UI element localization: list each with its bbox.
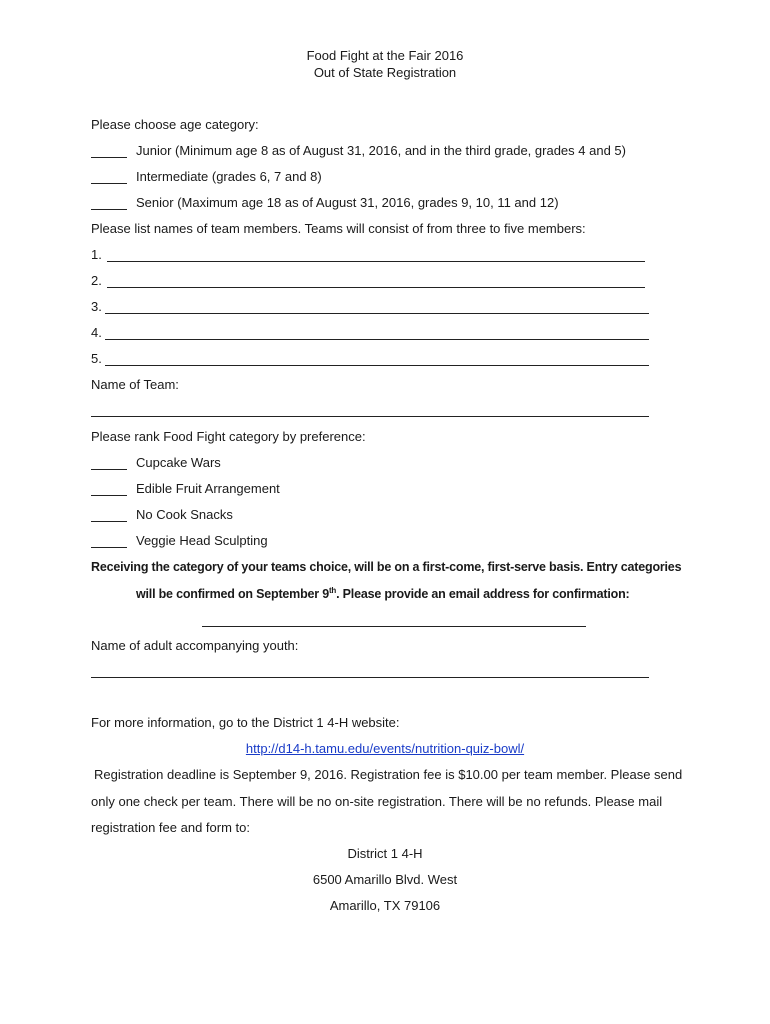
address-line-2: 6500 Amarillo Blvd. West [312, 872, 458, 887]
district-website-link[interactable]: http://d14-h.tamu.edu/events/nutrition-quiz-bowl/ [245, 741, 525, 756]
form-title: Food Fight at the Fair 2016 [306, 48, 464, 63]
category-fruit-blank[interactable] [91, 495, 127, 496]
team-name-field[interactable] [91, 416, 649, 417]
category-nocook-label: No Cook Snacks [136, 507, 233, 522]
adult-name-field[interactable] [91, 677, 649, 678]
member-1-field[interactable] [107, 261, 645, 262]
category-fruit-label: Edible Fruit Arrangement [136, 481, 280, 496]
members-prompt: Please list names of team members. Teams will consist of from three to five members: [91, 221, 586, 236]
notice-email-request: . Please provide an email address for confirmation: [336, 587, 630, 601]
category-prompt: Please rank Food Fight category by preference: [91, 429, 366, 444]
member-4-field[interactable] [105, 339, 649, 340]
address-line-1: District 1 4-H [347, 846, 423, 861]
member-3-field[interactable] [105, 313, 649, 314]
member-number: 3. [91, 299, 102, 314]
age-category-prompt: Please choose age category: [91, 117, 259, 132]
adult-label: Name of adult accompanying youth: [91, 638, 299, 653]
member-5-field[interactable] [105, 365, 649, 366]
member-number: 4. [91, 325, 102, 340]
member-number: 5. [91, 351, 102, 366]
age-intermediate-label: Intermediate (grades 6, 7 and 8) [136, 169, 322, 184]
category-veggie-blank[interactable] [91, 547, 127, 548]
notice-line-2 [136, 586, 629, 602]
age-junior-blank[interactable] [91, 157, 127, 158]
category-nocook-blank[interactable] [91, 521, 127, 522]
age-senior-label: Senior (Maximum age 18 as of August 31, 2016, grades 9, 10, 11 and 12) [136, 195, 559, 210]
form-subtitle: Out of State Registration [313, 65, 457, 80]
registration-line-2: only one check per team. There will be no on-site registration. There will be no refunds. Please mail [91, 794, 663, 809]
address-line-3: Amarillo, TX 79106 [329, 898, 441, 913]
notice-line-1: Receiving the category of your teams choice, will be on a first-come, first-serve basis. Entry categories [91, 560, 682, 574]
notice-date: will be confirmed on September 9 [136, 587, 329, 601]
category-cupcake-label: Cupcake Wars [136, 455, 221, 470]
age-intermediate-blank[interactable] [91, 183, 127, 184]
age-junior-label: Junior (Minimum age 8 as of August 31, 2016, and in the third grade, grades 4 and 5) [136, 143, 626, 158]
email-field[interactable] [202, 626, 586, 627]
notice-date-suffix: th [328, 585, 337, 595]
age-senior-blank[interactable] [91, 209, 127, 210]
registration-line-1: Registration deadline is September 9, 2016. Registration fee is $10.00 per team member. Please send [94, 767, 683, 782]
member-number: 2. [91, 273, 102, 288]
member-2-field[interactable] [107, 287, 645, 288]
info-line: For more information, go to the District 1 4-H website: [91, 715, 400, 730]
category-cupcake-blank[interactable] [91, 469, 127, 470]
team-name-label: Name of Team: [91, 377, 179, 392]
category-veggie-label: Veggie Head Sculpting [136, 533, 268, 548]
registration-line-3: registration fee and form to: [91, 820, 250, 835]
member-number: 1. [91, 247, 102, 262]
